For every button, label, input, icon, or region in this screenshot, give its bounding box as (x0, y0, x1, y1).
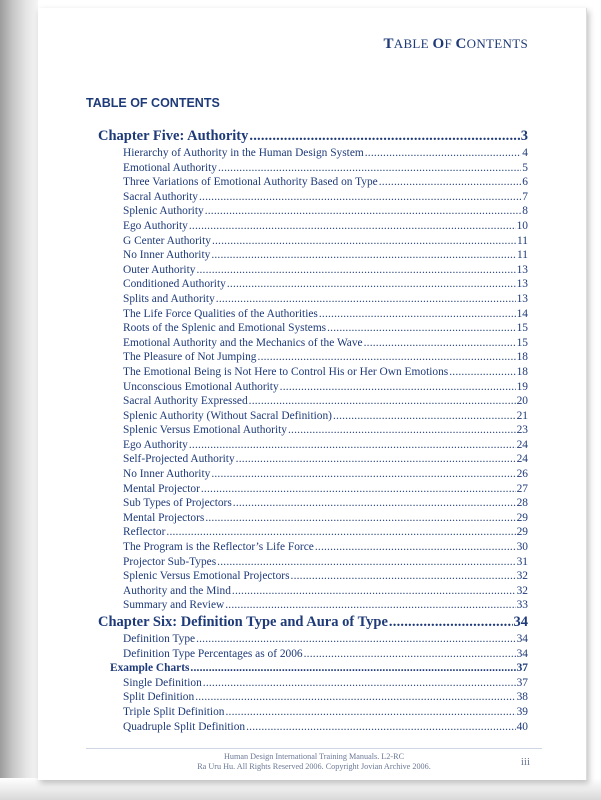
toc-entry-title: Hierarchy of Authority in the Human Design System (123, 147, 364, 159)
toc-dot-leader (327, 322, 515, 334)
toc-entry-page: 27 (516, 482, 528, 495)
toc-dot-leader (449, 366, 515, 378)
toc-entry-title: Sub Types of Projectors (123, 497, 232, 510)
toc-entry-title: Splenic Versus Emotional Authority (123, 424, 287, 437)
toc-entry[interactable] (98, 691, 528, 706)
toc-entry[interactable] (98, 483, 528, 498)
toc-dot-leader (205, 512, 515, 524)
toc-entry[interactable] (98, 541, 528, 556)
toc-entry-title: No Inner Authority (123, 468, 211, 481)
toc-entry[interactable] (98, 205, 528, 220)
toc-dot-leader (333, 410, 516, 422)
toc-entry-title: Emotional Authority (123, 161, 217, 174)
toc-entry-title: Definition Type (123, 633, 196, 645)
toc-entry-page: 13 (516, 263, 528, 276)
toc-dot-leader (199, 191, 521, 203)
toc-entry-title: Self-Projected Authority (123, 453, 235, 466)
toc-entry-page: 11 (517, 249, 528, 262)
toc-entry[interactable] (98, 410, 528, 425)
toc-dot-leader (216, 293, 516, 305)
toc-dot-leader (196, 633, 516, 645)
toc-entry[interactable] (98, 308, 528, 323)
toc-entry-page: 24 (516, 453, 528, 466)
toc-dot-leader (190, 662, 515, 674)
toc-chapter-entry[interactable] (98, 614, 528, 633)
toc-entry-page: 10 (516, 219, 528, 232)
toc-entry[interactable] (98, 147, 528, 162)
toc-entry-title: Splenic Authority (123, 205, 204, 218)
toc-entry-page: 29 (516, 526, 528, 539)
toc-entry-page: 4 (522, 147, 528, 159)
table-of-contents (98, 128, 528, 735)
toc-dot-leader (365, 147, 522, 159)
toc-dot-leader (288, 424, 516, 436)
toc-entry[interactable] (98, 677, 528, 692)
toc-entry-title: Ego Authority (123, 438, 188, 451)
toc-entry-title: Split Definition (123, 691, 195, 704)
toc-entry-title: Roots of the Splenic and Emotional Systems (123, 322, 327, 335)
toc-entry-page: 13 (516, 278, 528, 291)
toc-dot-leader (189, 220, 516, 232)
toc-dot-leader (225, 706, 515, 718)
toc-entry[interactable] (98, 278, 528, 293)
toc-dot-leader (211, 249, 516, 261)
toc-entry-page: 23 (516, 424, 528, 437)
toc-entry[interactable] (98, 570, 528, 585)
toc-dot-leader (196, 264, 515, 276)
toc-entry-title: Summary and Review (123, 599, 225, 612)
toc-entry-title: Unconscious Emotional Authority (123, 380, 279, 393)
toc-entry-page: 7 (522, 190, 528, 203)
toc-entry-page: 37 (516, 662, 528, 675)
toc-entry-page: 24 (516, 438, 528, 451)
toc-entry-title: Projector Sub-Types (123, 555, 217, 568)
toc-entry-title: Emotional Authority and the Mechanics of the Wave (123, 336, 363, 349)
toc-entry-page: 28 (516, 497, 528, 510)
toc-entry[interactable] (98, 191, 528, 206)
toc-entry[interactable] (98, 599, 528, 614)
toc-entry[interactable] (98, 337, 528, 352)
toc-entry-page: 38 (516, 691, 528, 704)
footer-line-1: Human Design International Training Manuals. L2-RC (223, 752, 405, 761)
toc-entry[interactable] (98, 424, 528, 439)
toc-dot-leader (379, 176, 522, 188)
toc-entry-title: Splits and Authority (123, 292, 215, 305)
toc-entry-title: The Life Force Qualities of the Authorities (123, 307, 318, 320)
toc-entry-title: The Emotional Being is Not Here to Control His or Her Own Emotions (123, 365, 449, 378)
toc-dot-leader (212, 235, 516, 247)
toc-entry[interactable] (98, 249, 528, 264)
toc-dot-leader (217, 556, 515, 568)
toc-entry[interactable] (98, 468, 528, 483)
toc-dot-leader (218, 162, 521, 174)
toc-entry[interactable] (98, 633, 528, 648)
toc-entry-page: 18 (516, 351, 528, 364)
toc-entry-page: 34 (513, 614, 528, 630)
footer-line-2: Ra Uru Hu. All Rights Reserved 2006. Copyright Jovian Archive 2006. (197, 762, 431, 771)
toc-entry[interactable] (98, 585, 528, 600)
toc-dot-leader (232, 585, 516, 597)
toc-entry-page: 34 (516, 647, 528, 660)
toc-dot-leader (205, 205, 522, 217)
toc-dot-leader (195, 691, 515, 703)
toc-entry-page: 32 (516, 584, 528, 597)
toc-dot-leader (389, 614, 513, 631)
toc-dot-leader (291, 570, 516, 582)
toc-entry-title: The Program is the Reflector’s Life Force (123, 541, 314, 554)
toc-entry-page: 3 (520, 128, 528, 144)
toc-entry-title: Sacral Authority Expressed (123, 395, 248, 408)
toc-entry[interactable] (98, 162, 528, 177)
toc-entry[interactable] (98, 235, 528, 250)
toc-dot-leader (203, 677, 516, 689)
toc-entry[interactable] (98, 497, 528, 512)
toc-entry-title: Sacral Authority (123, 190, 198, 203)
toc-entry-title: Chapter Six: Definition Type and Aura of Type (98, 614, 388, 630)
toc-entry[interactable] (98, 220, 528, 235)
toc-entry-page: 26 (516, 468, 528, 481)
toc-entry[interactable] (98, 351, 528, 366)
toc-entry-page: 40 (516, 720, 528, 733)
toc-entry-title: Quadruple Split Definition (123, 720, 246, 733)
toc-chapter-entry[interactable] (98, 128, 528, 147)
document-page (38, 8, 587, 780)
toc-entry-page: 8 (522, 205, 528, 218)
toc-entry-title: Ego Authority (123, 219, 188, 232)
running-header: TABLE OF CONTENTS (383, 36, 528, 52)
toc-entry[interactable] (98, 439, 528, 454)
toc-entry-title: Conditioned Authority (123, 278, 226, 291)
footer-page-number: iii (520, 756, 530, 768)
toc-entry-title: The Pleasure of Not Jumping (123, 351, 257, 364)
toc-entry-page: 32 (516, 570, 528, 583)
toc-entry-title: Mental Projector (123, 482, 200, 495)
toc-entry[interactable] (98, 453, 528, 468)
toc-entry[interactable] (98, 366, 528, 381)
toc-entry-title: Definition Type Percentages as of 2006 (123, 647, 303, 660)
toc-entry[interactable] (98, 721, 528, 736)
toc-dot-leader (364, 337, 516, 349)
toc-entry-title: Triple Split Definition (123, 705, 225, 718)
toc-entry[interactable] (98, 176, 528, 191)
toc-dot-leader (236, 453, 516, 465)
toc-entry-title: Three Variations of Emotional Authority Based on Type (123, 176, 378, 189)
toc-entry[interactable] (98, 395, 528, 410)
toc-entry[interactable] (98, 648, 528, 663)
toc-entry[interactable] (98, 526, 528, 541)
toc-entry[interactable] (98, 322, 528, 337)
toc-dot-leader (319, 308, 516, 320)
toc-dot-leader (225, 599, 515, 611)
toc-entry-title: Mental Projectors (123, 511, 205, 524)
toc-entry-title: Outer Authority (123, 263, 196, 276)
toc-entry[interactable] (98, 512, 528, 527)
book-bottom-shadow (0, 778, 601, 800)
toc-entry-title: No Inner Authority (123, 249, 211, 262)
toc-entry-page: 18 (516, 365, 528, 378)
toc-dot-leader (249, 128, 519, 145)
toc-entry-page: 37 (516, 676, 528, 689)
toc-dot-leader (249, 395, 516, 407)
toc-entry[interactable] (98, 556, 528, 571)
toc-dot-leader (315, 541, 516, 553)
toc-entry-page: 6 (522, 176, 528, 189)
toc-dot-leader (201, 483, 516, 495)
toc-heading: TABLE OF CONTENTS (86, 96, 220, 110)
toc-entry-page: 33 (516, 599, 528, 612)
toc-dot-leader (189, 439, 516, 451)
toc-entry-title: Example Charts (110, 662, 190, 675)
toc-dot-leader (233, 497, 516, 509)
toc-entry-page: 30 (516, 541, 528, 554)
toc-entry-title: Splenic Authority (Without Sacral Definition) (123, 409, 332, 422)
toc-entry[interactable] (98, 381, 528, 396)
toc-entry-page: 14 (516, 307, 528, 320)
toc-entry-page: 31 (516, 555, 528, 568)
toc-entry-title: G Center Authority (123, 234, 211, 247)
toc-entry-page: 21 (516, 409, 528, 422)
toc-entry-title: Single Definition (123, 676, 202, 689)
toc-entry-title: Authority and the Mind (123, 584, 231, 597)
toc-dot-leader (227, 278, 516, 290)
toc-entry-title: Chapter Five: Authority (98, 128, 249, 144)
toc-dot-leader (258, 351, 516, 363)
toc-subheading-entry[interactable] (98, 662, 528, 677)
book-spine-shadow (0, 0, 38, 800)
toc-entry-page: 20 (516, 395, 528, 408)
toc-entry-page: 13 (516, 292, 528, 305)
toc-entry[interactable] (98, 293, 528, 308)
toc-entry-page: 15 (516, 322, 528, 335)
toc-entry-page: 34 (516, 633, 528, 645)
toc-entry-page: 5 (522, 161, 528, 174)
toc-dot-leader (166, 526, 515, 538)
toc-dot-leader (304, 648, 516, 660)
page-footer (86, 748, 542, 772)
toc-entry-title: Splenic Versus Emotional Projectors (123, 570, 290, 583)
toc-entry[interactable] (98, 706, 528, 721)
toc-entry-page: 29 (516, 511, 528, 524)
toc-dot-leader (280, 381, 516, 393)
toc-entry-page: 15 (516, 336, 528, 349)
toc-dot-leader (246, 721, 515, 733)
toc-dot-leader (211, 468, 515, 480)
toc-entry-page: 39 (516, 705, 528, 718)
toc-entry[interactable] (98, 264, 528, 279)
toc-entry-page: 11 (517, 234, 528, 247)
toc-entry-title: Reflector (123, 526, 166, 539)
toc-entry-page: 19 (516, 380, 528, 393)
